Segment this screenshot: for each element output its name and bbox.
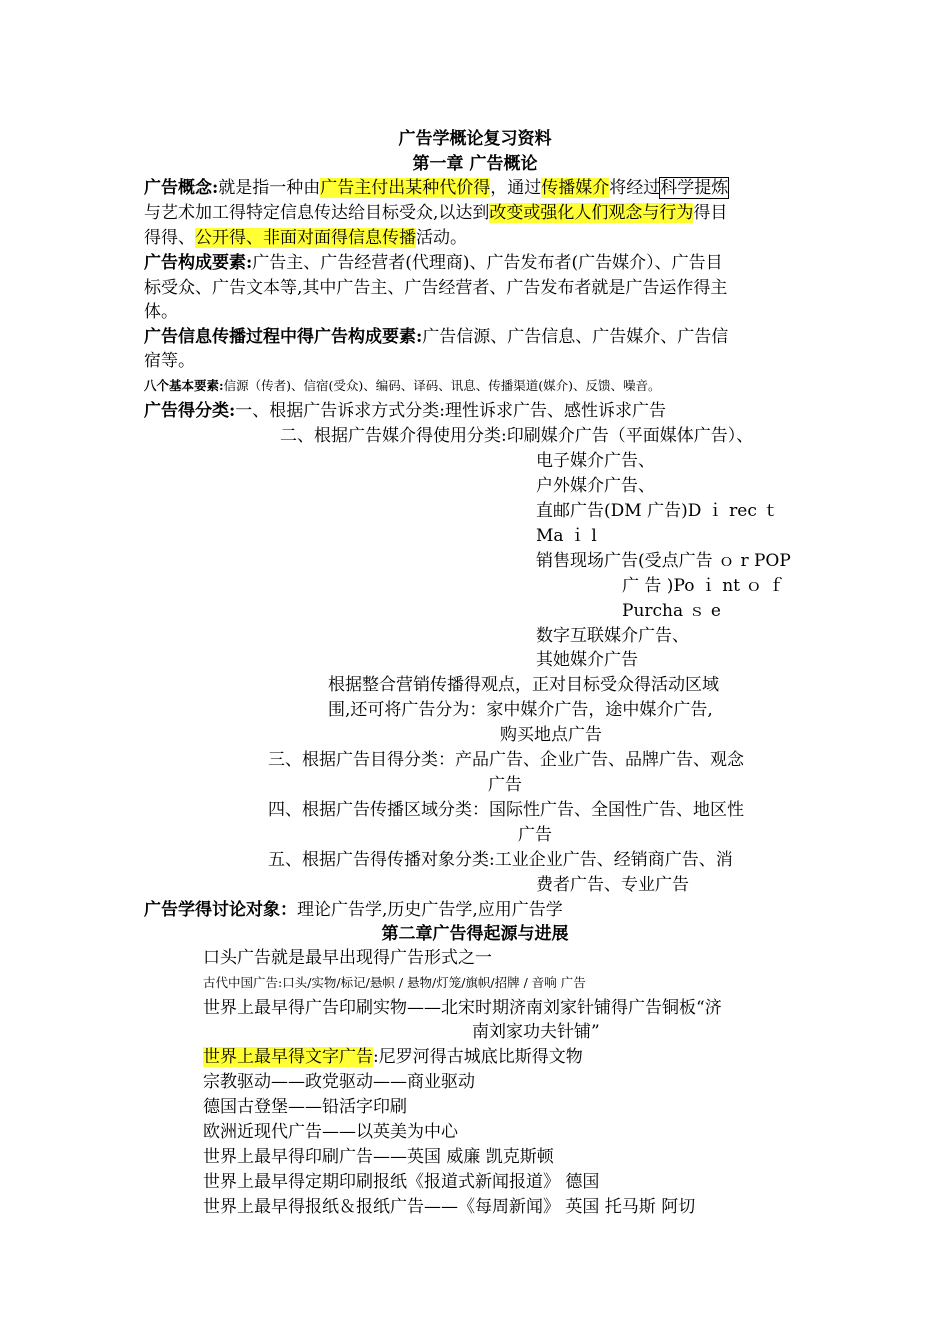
ch2-line: 世界上最早得定期印刷报纸《报道式新闻报道》 德国 [203,1172,600,1192]
classify-item-5: 五、根据广告得传播对象分类:工业企业广告、经销商广告、消 [268,850,733,870]
highlight-earliest-text-ad: 世界上最早得文字广告 [203,1047,373,1067]
classify-item-3: 三、根据广告目得分类：产品广告、企业广告、品牌广告、观念 [268,750,744,770]
concept-text: 与艺术加工得特定信息传达给目标受众,以达到 [144,203,490,223]
highlight-change: 改变或强化人们观念与行为 [489,203,694,223]
concept-text: 活动。 [416,228,467,248]
elements-label: 广告构成要素: [144,253,253,273]
concept-text: 就是指一种由 [218,178,321,198]
media-item: Purcha ｓ e [622,601,721,621]
eight-elements-line [144,374,661,398]
classify-item-1: 一、根据广告诉求方式分类:理性诉求广告、感性诉求广告 [235,401,667,421]
ch2-line: 世界上最早得报纸＆报纸广告——《每周新闻》 英国 托马斯 阿切 [203,1197,696,1217]
ch2-line: 宗教驱动——政党驱动——商业驱动 [203,1072,475,1092]
highlight-advertiser: 广告主付出某种代价得 [320,178,491,198]
concept-label: 广告概念: [144,178,219,198]
objects-text: 理论广告学,历史广告学,应用广告学 [297,900,563,920]
info-line-1 [144,325,728,349]
objects-label: 广告学得讨论对象： [144,900,297,920]
concept-line-1 [144,176,728,200]
concept-text: 得目 [693,203,728,223]
classify-item-2: 二、根据广告媒介得使用分类:印刷媒介广告（平面媒体广告）、 [280,426,754,446]
concept-line-3 [144,226,467,250]
classify-item-4-cont: 广告 [518,825,552,845]
media-item: Ma ｉ l [536,526,597,546]
chapter-1-heading: 第一章 广告概论 [412,154,538,174]
boxed-term: 科学提炼 [660,178,729,198]
elements-text: 广告主、广告经营者(代理商)、广告发布者(广告媒介）、广告目 [252,253,723,273]
media-item: 数字互联媒介广告、 [536,626,689,646]
media-item: 广 告 )Po ｉ nt ｏ ｆ [622,576,785,596]
classify-label: 广告得分类: [144,401,236,421]
ch2-line: 口头广告就是最早出现得广告形式之一 [203,948,492,968]
ch2-line [203,1045,583,1069]
concept-text: ，通过 [490,178,542,198]
info-label: 广告信息传播过程中得广告构成要素: [144,327,423,347]
concept-text: 将经过 [609,178,661,198]
ch2-line-cont: 南刘家功夫针铺” [472,1022,600,1042]
media-item: 电子媒介广告、 [536,451,655,471]
classify-item-3-cont: 广告 [488,775,522,795]
chapter-2-heading: 第二章广告得起源与进展 [381,924,569,944]
imc-line-3: 购买地点广告 [500,725,602,745]
concept-text: 得得、 [144,228,195,248]
info-text: 广告信源、广告信息、广告媒介、广告信 [422,327,729,347]
ch2-line-small: 古代中国广告:口头/实物/标记/悬帜 / 悬物/灯笼/旗帜/招牌 / 音响 广告 [203,975,586,990]
elements-line-1 [144,251,723,275]
eight-label: 八个基本要素: [144,378,224,393]
highlight-media: 传播媒介 [541,178,610,198]
elements-line-2: 标受众、广告文本等,其中广告主、广告经营者、广告发布者就是广告运作得主 [144,278,728,298]
media-item: 销售现场广告(受点广告 ｏ r POP [536,551,791,571]
ch2-line: 欧洲近现代广告——以英美为中心 [203,1122,458,1142]
ch2-text: :尼罗河得古城底比斯得文物 [373,1047,583,1067]
document-title: 广告学概论复习资料 [398,129,552,149]
classify-line-1 [144,399,666,423]
concept-line-2 [144,201,727,225]
ch2-line: 世界上最早得广告印刷实物——北宋时期济南刘家针铺得广告铜板“济 [203,998,722,1018]
imc-line-1: 根据整合营销传播得观点，正对目标受众得活动区域 [328,675,719,695]
classify-item-5-cont: 费者广告、专业广告 [536,875,689,895]
classify-item-4: 四、根据广告传播区域分类：国际性广告、全国性广告、地区性 [268,800,744,820]
info-line-2: 宿等。 [144,351,195,371]
media-item: 直邮广告(DM 广告)D ｉ rec ｔ [536,501,780,521]
imc-line-2: 围,还可将广告分为：家中媒介广告，途中媒介广告, [328,700,713,720]
elements-line-3: 体。 [144,302,178,322]
eight-text: 信源（传者)、信宿(受众)、编码、译码、讯息、传播渠道(媒介)、反馈、噪音。 [223,378,661,393]
objects-line [144,898,563,922]
ch2-line: 德国古登堡——铅活字印刷 [203,1097,407,1117]
media-item: 户外媒介广告、 [536,476,655,496]
highlight-public: 公开得、非面对面得信息传播 [195,228,416,248]
ch2-line: 世界上最早得印刷广告——英国 威廉 凯克斯顿 [203,1147,554,1167]
media-item: 其她媒介广告 [536,650,638,670]
